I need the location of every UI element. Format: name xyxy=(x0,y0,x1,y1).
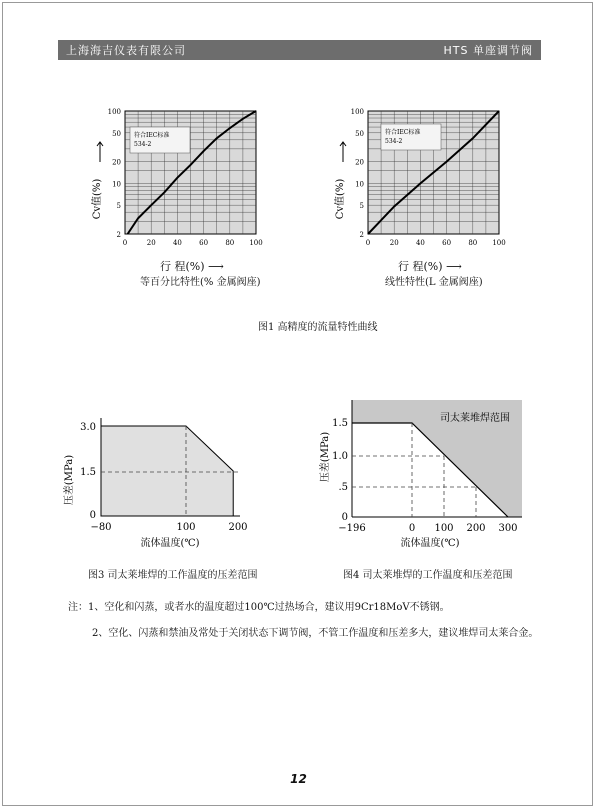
y-tick-label: 50 xyxy=(355,129,364,138)
fig1-right-subtitle: 线性特性(L 金属阀座) xyxy=(385,277,483,288)
y-tick-0: 0 xyxy=(89,510,96,521)
x-tick-label: 0 xyxy=(122,239,128,247)
y-axis-label: Cv值(%) xyxy=(92,178,103,220)
y-tick-label: 10 xyxy=(355,180,364,189)
y-tick-label: 50 xyxy=(112,129,121,138)
y-tick-10: 1.0 xyxy=(332,451,348,462)
x-axis-label: 流体温度(℃) xyxy=(400,538,460,549)
x-tick-label: 20 xyxy=(146,239,156,247)
y-axis-label: 压差(MPa) xyxy=(64,454,75,506)
iec-note-box xyxy=(381,124,441,150)
x-tick-label: 40 xyxy=(172,239,182,247)
fig1-left-chart xyxy=(78,104,278,284)
iec-note-line1: 符合IEC标准 xyxy=(385,129,421,136)
x-tick-label: 60 xyxy=(442,239,452,247)
x-tick-m196: −196 xyxy=(338,523,366,534)
iec-note-line2: 534-2 xyxy=(385,138,403,145)
y-tick-label: 20 xyxy=(112,158,121,167)
x-tick-300: 300 xyxy=(498,523,518,534)
fig4-chart xyxy=(318,395,528,550)
x-tick-100: 100 xyxy=(434,523,454,534)
fig1-left-xlabel: 行 程(%) ⟶ xyxy=(160,260,224,273)
y-axis-arrow xyxy=(340,142,346,162)
company-name: 上海海吉仪表有限公司 xyxy=(66,44,186,57)
y-tick-30: 3.0 xyxy=(80,422,96,433)
y-axis-label: Cv值(%) xyxy=(335,178,346,220)
product-name: HTS 单座调节阀 xyxy=(443,44,533,57)
x-tick-200: 200 xyxy=(228,522,248,533)
y-tick-label: 5 xyxy=(116,202,121,211)
x-tick-label: 100 xyxy=(249,239,263,247)
y-tick-15: 1.5 xyxy=(332,418,348,429)
fig1-caption: 图1 高精度的流量特性曲线 xyxy=(258,322,378,333)
region-label: 司太莱堆焊范围 xyxy=(440,413,510,424)
iec-note-line2: 534-2 xyxy=(134,141,152,148)
page-number: 12 xyxy=(290,772,307,786)
fig1-right-chart xyxy=(321,104,521,284)
fig1-right-xlabel: 行 程(%) ⟶ xyxy=(398,260,462,273)
x-tick-200: 200 xyxy=(466,523,486,534)
note-2: 2、空化、闪蒸和禁油及常处于关闭状态下调节阀，不管工作温度和压差多大，建议堆焊司太莱合金。 xyxy=(92,628,539,639)
x-tick-100: 100 xyxy=(176,522,196,533)
fig3-caption: 图3 司太莱堆焊的工作温度的压差范围 xyxy=(88,570,258,581)
x-tick-label: 100 xyxy=(492,239,506,247)
x-axis-label: 流体温度(℃) xyxy=(140,538,200,548)
y-tick-05: .5 xyxy=(338,482,348,493)
y-tick-label: 2 xyxy=(116,231,121,239)
y-tick-15: 1.5 xyxy=(80,467,96,478)
x-tick-m80: −80 xyxy=(90,522,112,533)
y-tick-label: 100 xyxy=(350,108,364,116)
y-tick-label: 20 xyxy=(355,158,364,167)
y-tick-label: 2 xyxy=(359,231,364,239)
x-tick-label: 40 xyxy=(415,239,425,247)
note-1: 注：1、空化和闪蒸，或者水的温度超过100℃过热场合，建议用9Cr18MoV不锈钢。 xyxy=(68,602,450,613)
x-tick-label: 60 xyxy=(199,239,209,247)
fig3-chart xyxy=(60,408,265,548)
fig1-left-subtitle: 等百分比特性(% 金属阀座) xyxy=(140,277,261,288)
y-tick-label: 10 xyxy=(112,180,121,189)
iec-note-box xyxy=(130,127,190,153)
fig4-caption: 图4 司太莱堆焊的工作温度和压差范围 xyxy=(343,570,513,581)
y-tick-0: 0 xyxy=(341,512,348,523)
y-tick-label: 100 xyxy=(107,108,121,116)
y-axis-arrow xyxy=(97,142,103,162)
x-tick-label: 0 xyxy=(365,239,371,247)
iec-note-line1: 符合IEC标准 xyxy=(134,132,170,139)
x-tick-label: 80 xyxy=(468,239,478,247)
pressure-range-area xyxy=(101,426,233,516)
x-tick-0: 0 xyxy=(408,523,416,534)
y-tick-label: 5 xyxy=(359,202,364,211)
x-tick-label: 20 xyxy=(389,239,399,247)
x-tick-label: 80 xyxy=(225,239,235,247)
y-axis-label: 压差(MPa) xyxy=(320,431,331,483)
page-header xyxy=(58,40,541,60)
